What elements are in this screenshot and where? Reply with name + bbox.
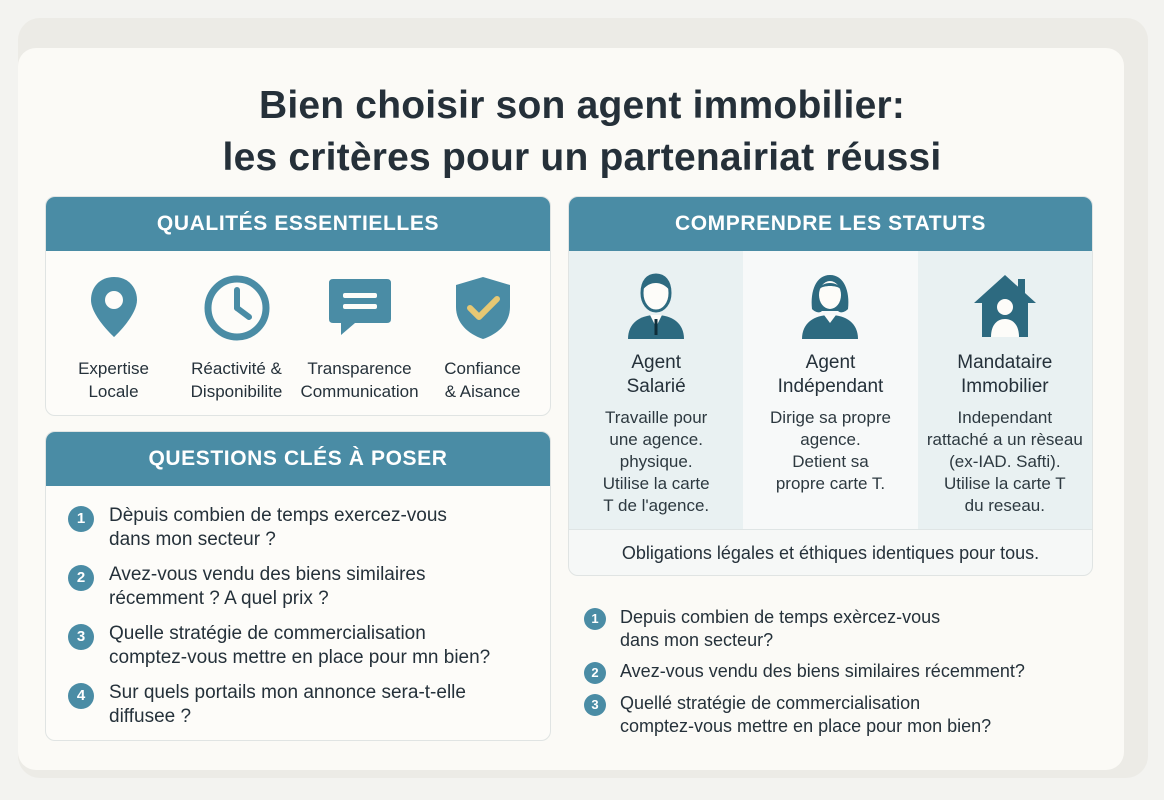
qualite-label: [422, 357, 544, 403]
question-text: [109, 681, 466, 729]
statut-name-line2: Immobilier: [961, 376, 1049, 397]
question-line1: Quellé stratégie de commercialisation: [620, 693, 921, 713]
question-line2: diffusee ?: [109, 706, 192, 727]
questions2-list: [584, 606, 1104, 738]
statut-column-mandataire: [918, 251, 1092, 529]
questions-panel: [45, 431, 551, 741]
qualite-item-confiance: [422, 273, 544, 403]
qualite-label-line2: Locale: [88, 382, 139, 401]
title-line-1: Bien choisir son agent immobilier:: [258, 84, 906, 127]
qualite-label-line1: Confiance: [444, 359, 521, 378]
statut-desc-line: physique.: [619, 452, 693, 471]
qualites-panel: [45, 196, 551, 416]
question-text: [620, 606, 940, 652]
question-line1: Depuis combien de temps exèrcez-vous: [620, 607, 941, 627]
list-item: [68, 504, 530, 552]
page-title: [0, 80, 1164, 184]
shield-check-icon: [450, 273, 516, 343]
question-text: [109, 622, 490, 670]
question-line2: comptez-vous mettre en place pour mon bien?: [620, 716, 992, 736]
clock-icon: [202, 273, 272, 343]
question-line2: dans mon secteur ?: [109, 529, 276, 550]
statut-desc-line: du reseau.: [964, 496, 1045, 515]
number-badge: 1: [584, 608, 606, 630]
question-text: [109, 563, 425, 611]
list-item: [68, 622, 530, 670]
statut-desc-line: Travaille pour: [604, 408, 708, 427]
list-item: [68, 681, 530, 729]
man-agent-icon: [624, 271, 688, 341]
question-line2: récemment ? A quel prix ?: [109, 588, 329, 609]
map-pin-icon: [84, 273, 144, 343]
question-line2: comptez-vous mettre en place pour mn bien?: [109, 647, 491, 668]
number-badge: 3: [68, 624, 94, 650]
question-line1: Dèpuis combien de temps exercez-vous: [109, 505, 447, 526]
list-item: [584, 660, 1104, 684]
statut-column-independant: [743, 251, 917, 529]
statut-name-line2: Indépendant: [777, 376, 884, 397]
statut-name: [918, 351, 1092, 399]
qualite-item-reactivite: [176, 273, 298, 403]
statut-desc-line: Dirige sa propre: [770, 408, 891, 427]
woman-agent-icon: [798, 271, 862, 341]
statut-desc-line: Utilise la carte: [602, 474, 710, 493]
qualite-label-line2: & Aisance: [444, 382, 521, 401]
number-badge: 2: [68, 565, 94, 591]
question-text: [620, 692, 991, 738]
question-line1: Quelle stratégie de commercialisation: [109, 623, 426, 644]
question-line1: Sur quels portails mon annonce sera-t-elle: [109, 682, 466, 703]
statut-name-line1: Agent: [805, 352, 856, 373]
list-item: [68, 563, 530, 611]
statuts-panel: [568, 196, 1093, 576]
statuts-footer: Obligations légales et éthiques identiques pour tous.: [569, 529, 1092, 575]
qualite-label-line1: Expertise: [78, 359, 149, 378]
qualite-label: [299, 357, 421, 403]
question-line1: Avez-vous vendu des biens similaires récemment?: [620, 661, 1025, 681]
questions-header: QUESTIONS CLÉS À POSER: [46, 432, 550, 486]
question-line2: dans mon secteur?: [620, 630, 774, 650]
qualite-label-line2: Communication: [300, 382, 419, 401]
qualite-label: [176, 357, 298, 403]
qualite-label-line2: Disponibilite: [190, 382, 283, 401]
statuts-columns: [569, 251, 1092, 529]
questions-list: [46, 486, 550, 729]
question-text: [109, 504, 447, 552]
statut-desc-line: Detient sa: [792, 452, 869, 471]
statut-description: [743, 407, 917, 495]
statut-name: [743, 351, 917, 399]
number-badge: 1: [68, 506, 94, 532]
statut-description: [569, 407, 743, 517]
question-text: [620, 660, 1025, 683]
statut-name-line1: Agent: [631, 352, 681, 373]
statut-desc-line: une agence.: [609, 430, 703, 449]
statut-name-line2: Salarié: [626, 376, 686, 397]
statut-desc-line: propre carte T.: [775, 474, 886, 493]
statut-desc-line: Utilise la carte T: [944, 474, 1066, 493]
statut-desc-line: Independant: [957, 408, 1053, 427]
qualite-label: [53, 357, 175, 403]
house-person-icon: [970, 271, 1040, 341]
statut-description: [918, 407, 1092, 517]
questions-list-secondary: [584, 606, 1104, 746]
statut-desc-line: (ex-IAD. Safti).: [949, 452, 1061, 471]
chat-bubble-icon: [325, 273, 395, 343]
statut-desc-line: agence.: [800, 430, 861, 449]
number-badge: 4: [68, 683, 94, 709]
statut-column-salarie: [569, 251, 743, 529]
qualites-header: QUALITÉS ESSENTIELLES: [46, 197, 550, 251]
title-line-2: les critères pour un partenairiat réussi: [222, 136, 942, 179]
statut-desc-line: rattaché a un rèseau: [926, 430, 1083, 449]
list-item: [584, 692, 1104, 738]
qualite-item-transparence: [299, 273, 421, 403]
statut-name-line1: Mandataire: [957, 352, 1053, 373]
qualites-row: [46, 251, 550, 403]
question-line1: Avez-vous vendu des biens similaires: [109, 564, 426, 585]
qualite-label-line1: Transparence: [307, 359, 412, 378]
list-item: [584, 606, 1104, 652]
statut-desc-line: T de l'agence.: [603, 496, 710, 515]
number-badge: 2: [584, 662, 606, 684]
number-badge: 3: [584, 694, 606, 716]
qualite-label-line1: Réactivité &: [191, 359, 282, 378]
statut-name: [569, 351, 743, 399]
statuts-header: COMPRENDRE LES STATUTS: [569, 197, 1092, 251]
qualite-item-expertise: [53, 273, 175, 403]
